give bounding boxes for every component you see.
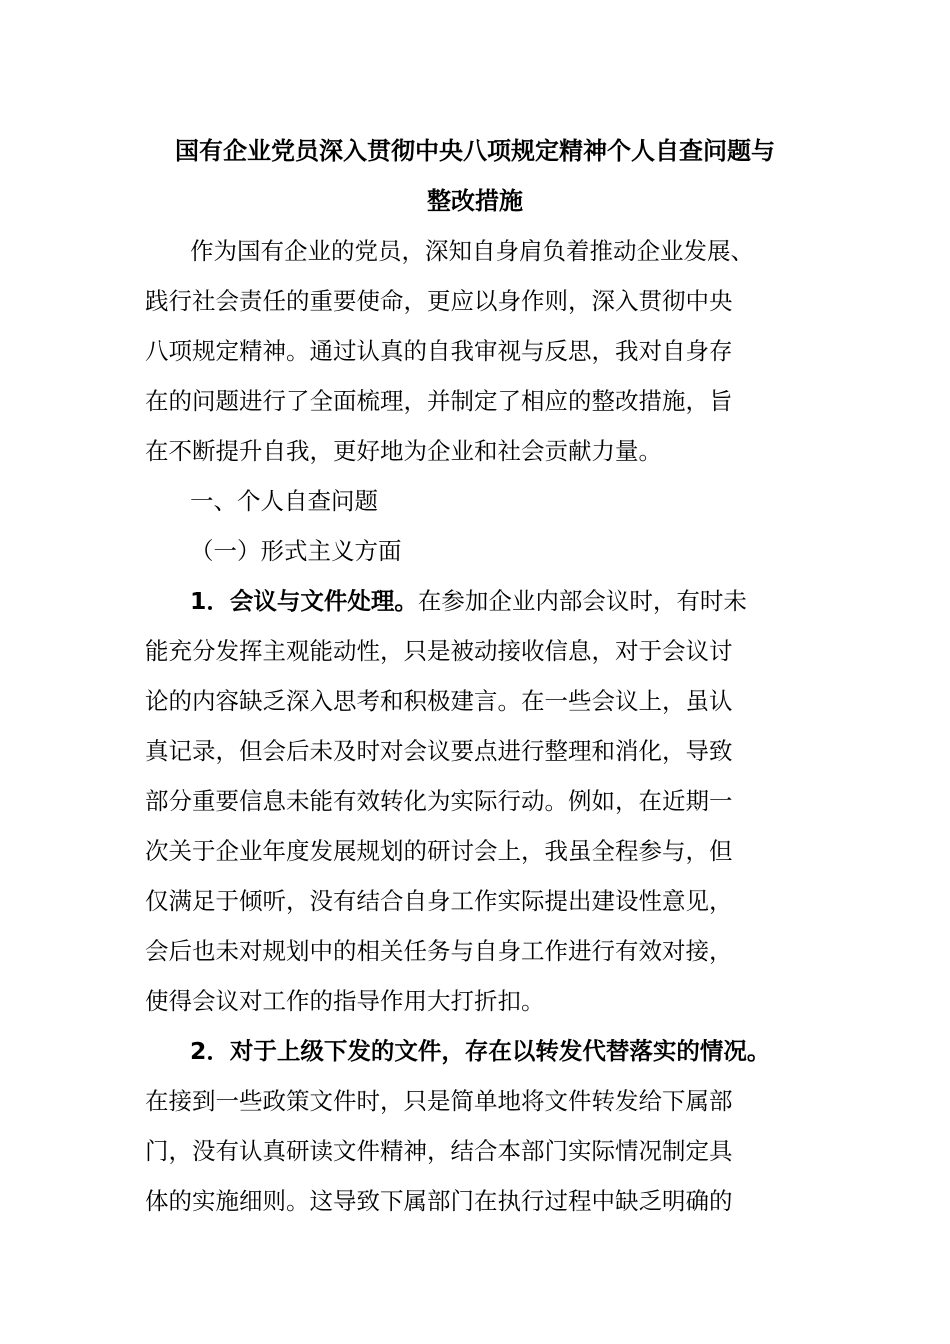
paragraph-line: 体的实施细则。这导致下属部门在执行过程中缺乏明确的	[145, 1187, 733, 1215]
paragraph-line: 使得会议对工作的指导作用大打折扣。	[145, 987, 545, 1015]
item-heading-1: 1．会议与文件处理。	[190, 587, 418, 615]
paragraph-line: 次关于企业年度发展规划的研讨会上，我虽全程参与，但	[145, 837, 733, 865]
paragraph-line: 部分重要信息未能有效转化为实际行动。例如，在近期一	[145, 787, 733, 815]
paragraph-line: 论的内容缺乏深入思考和积极建言。在一些会议上，虽认	[145, 687, 733, 715]
paragraph-line: 在不断提升自我，更好地为企业和社会贡献力量。	[145, 437, 662, 465]
subsection-heading: （一）形式主义方面	[190, 537, 402, 565]
section-heading: 一、个人自查问题	[190, 487, 378, 515]
paragraph-line: 会后也未对规划中的相关任务与自身工作进行有效对接，	[145, 937, 733, 965]
paragraph-line: 仅满足于倾听，没有结合自身工作实际提出建设性意见，	[145, 887, 733, 915]
paragraph-line: 作为国有企业的党员，深知自身肩负着推动企业发展、	[190, 237, 754, 265]
paragraph-line: 八项规定精神。通过认真的自我审视与反思，我对自身存	[145, 337, 733, 365]
paragraph-line: 践行社会责任的重要使命，更应以身作则，深入贯彻中央	[145, 287, 733, 315]
item-heading-2: 2．对于上级下发的文件，存在以转发代替落实的情况。	[190, 1037, 771, 1065]
paragraph-line	[190, 576, 747, 626]
paragraph-line: 能充分发挥主观能动性，只是被动接收信息，对于会议讨	[145, 637, 733, 665]
paragraph-line: 门，没有认真研读文件精神，结合本部门实际情况制定具	[145, 1137, 733, 1165]
paragraph-line: 真记录，但会后未及时对会议要点进行整理和消化，导致	[145, 737, 733, 765]
item-text: 在参加企业内部会议时，有时未	[417, 587, 747, 615]
paragraph-line: 在的问题进行了全面梳理，并制定了相应的整改措施，旨	[145, 387, 733, 415]
paragraph-line: 在接到一些政策文件时，只是简单地将文件转发给下属部	[145, 1087, 733, 1115]
document-title-line-2: 整改措施	[427, 187, 523, 215]
document-title-line-1: 国有企业党员深入贯彻中央八项规定精神个人自查问题与	[175, 137, 775, 165]
